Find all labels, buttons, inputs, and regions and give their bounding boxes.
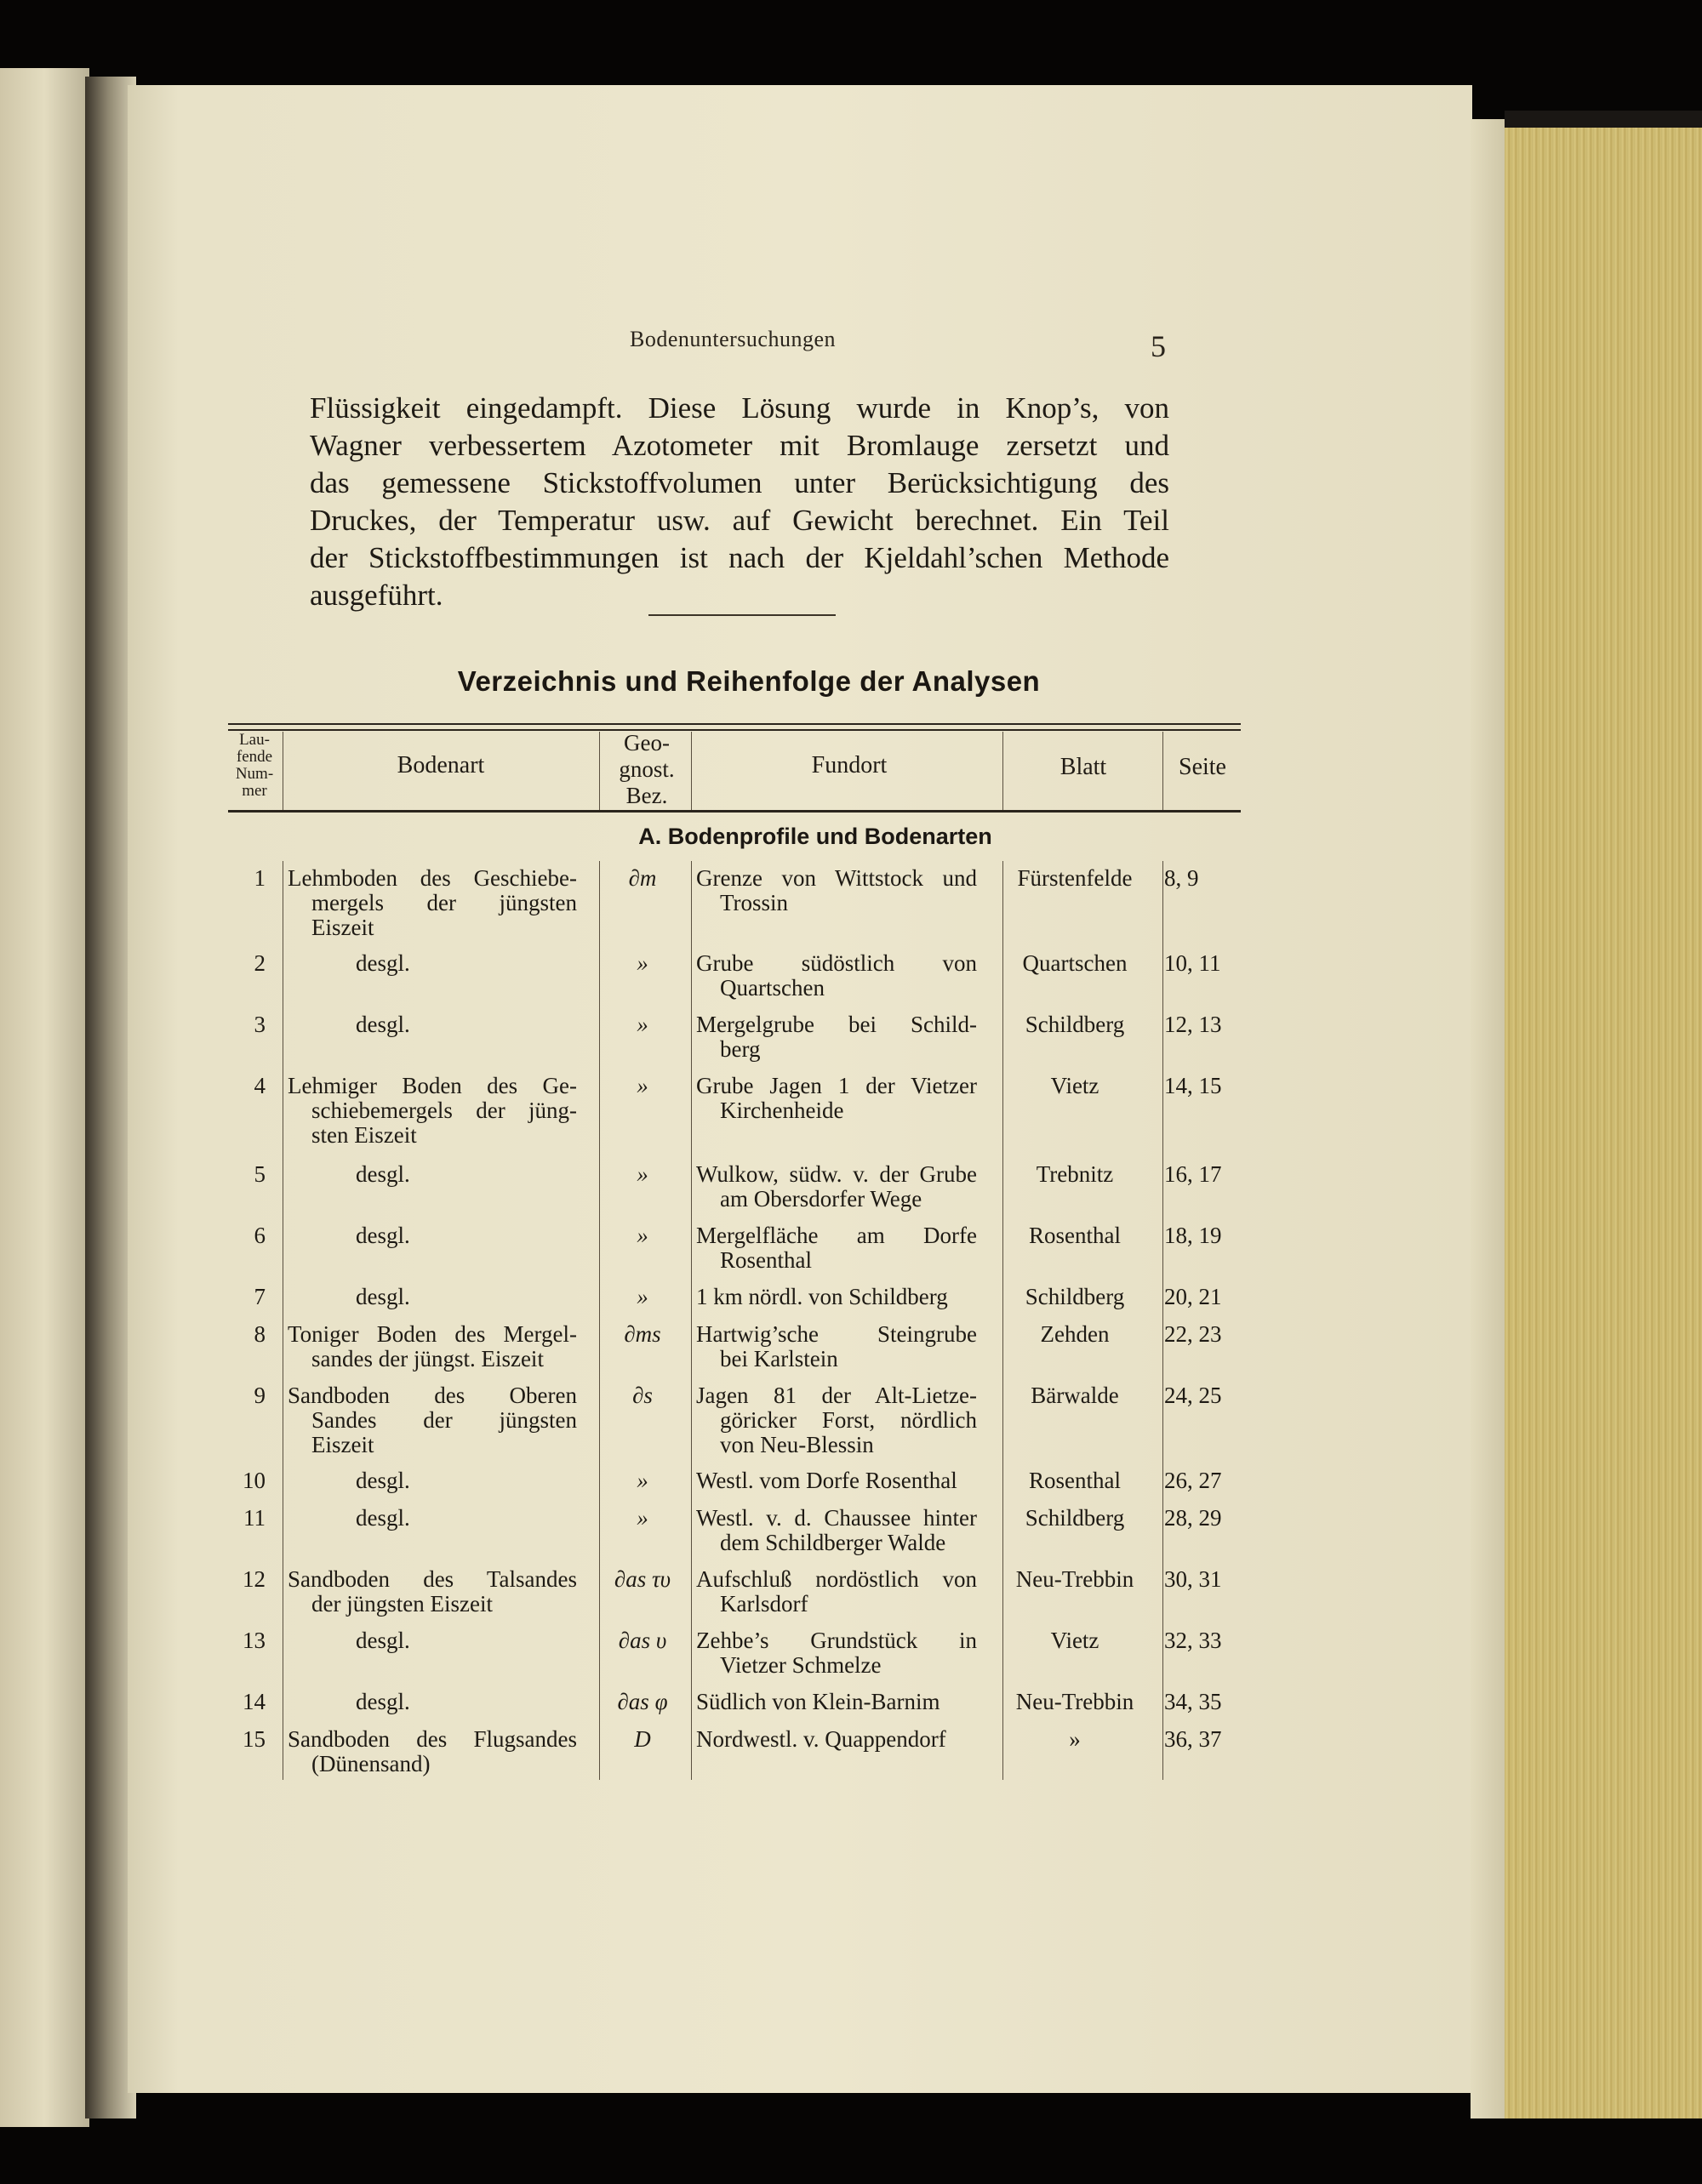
cell-line: Lehmboden des Geschiebe- (288, 865, 577, 891)
cell-line: Nordwestl. v. Quappendorf (696, 1726, 946, 1752)
row-number: 13 (243, 1628, 266, 1653)
row-fundort (696, 1567, 977, 1617)
cell-line: Eiszeit (311, 1432, 374, 1457)
row-bodenart (288, 1468, 577, 1493)
row-blatt: Vietz (1050, 1628, 1099, 1653)
row-number: 12 (243, 1566, 266, 1592)
row-number: 14 (243, 1689, 266, 1714)
row-number: 3 (254, 1012, 266, 1037)
row-seite: 24, 25 (1164, 1383, 1222, 1408)
header-geognost (604, 730, 689, 809)
row-geognost: » (637, 1505, 648, 1531)
paragraph-line: das gemessene Stickstoffvolumen unter Berücksichtigung des (310, 466, 1169, 499)
row-seite: 36, 37 (1164, 1726, 1222, 1752)
cell-line: von Neu-Blessin (720, 1432, 874, 1457)
row-blatt: » (1069, 1726, 1081, 1752)
row-fundort (696, 1506, 977, 1555)
row-fundort (696, 1074, 977, 1123)
row-fundort (696, 1690, 977, 1714)
cell-line: schiebemergels der jüng- (311, 1098, 577, 1123)
row-bodenart (288, 951, 577, 976)
row-number: 7 (254, 1284, 266, 1309)
cell-line: desgl. (356, 1628, 410, 1653)
column-rule (1162, 861, 1163, 1780)
row-seite: 14, 15 (1164, 1073, 1222, 1098)
cell-line: Sandboden des Flugsandes (288, 1726, 577, 1752)
column-rule (1002, 732, 1003, 810)
column-rule (1162, 732, 1163, 810)
row-seite: 28, 29 (1164, 1505, 1222, 1531)
cell-line: Trossin (720, 890, 789, 915)
row-blatt: Fürstenfelde (1017, 865, 1133, 891)
row-seite: 34, 35 (1164, 1689, 1222, 1714)
cell-line: Südlich von Klein-Barnim (696, 1689, 940, 1714)
paragraph-line: Wagner verbessertem Azotometer mit Bromlauge zersetzt und (310, 429, 1169, 462)
row-blatt: Rosenthal (1029, 1223, 1121, 1248)
row-fundort (696, 1383, 977, 1457)
row-number: 11 (243, 1505, 266, 1531)
table-header-rule (228, 810, 1241, 813)
row-geognost: » (637, 1073, 648, 1098)
row-bodenart (288, 1012, 577, 1037)
row-blatt: Schildberg (1025, 1505, 1125, 1531)
row-geognost: D (634, 1726, 651, 1752)
header-blatt: Blatt (1059, 754, 1107, 780)
row-blatt: Vietz (1050, 1073, 1099, 1098)
paragraph-line: der Stickstoffbestimmungen ist nach der Kjeldahl’schen Methode (310, 541, 1169, 574)
row-blatt: Neu-Trebbin (1015, 1689, 1134, 1714)
row-geognost: » (637, 950, 648, 976)
cell-line: Mergelgrube bei Schild- (696, 1012, 977, 1037)
cell-line: Vietzer Schmelze (720, 1652, 882, 1678)
column-rule (691, 732, 692, 810)
cell-line: desgl. (356, 1284, 410, 1309)
table-title: Verzeichnis und Reihenfolge der Analysen (457, 665, 1041, 697)
row-fundort (696, 1162, 977, 1212)
row-geognost: » (637, 1012, 648, 1037)
row-blatt: Schildberg (1025, 1284, 1125, 1309)
header-geo-line: Geo- (624, 730, 670, 756)
cell-line: Mergelfläche am Dorfe (696, 1223, 977, 1248)
cell-line: Grenze von Wittstock und (696, 865, 977, 891)
cell-line: Karlsdorf (720, 1591, 808, 1617)
row-geognost: » (637, 1284, 648, 1309)
row-geognost: » (637, 1468, 648, 1493)
cell-line: desgl. (356, 1161, 410, 1187)
table-top-rule (228, 729, 1241, 731)
row-bodenart (288, 1223, 577, 1248)
row-bodenart (288, 1383, 577, 1457)
cell-line: desgl. (356, 950, 410, 976)
row-bodenart (288, 1690, 577, 1714)
row-seite: 16, 17 (1164, 1161, 1222, 1187)
row-blatt: Quartschen (1022, 950, 1128, 976)
row-number: 1 (254, 865, 266, 891)
row-fundort (696, 1012, 977, 1062)
paragraph-line: Flüssigkeit eingedampft. Diese Lösung wurde in Knop’s, von (310, 391, 1169, 425)
row-fundort (696, 1468, 977, 1493)
row-number: 9 (254, 1383, 266, 1408)
separator-rule (648, 614, 836, 616)
cell-line: bei Karlstein (720, 1346, 838, 1371)
cell-line: berg (720, 1036, 761, 1062)
header-geo-line: gnost. (619, 756, 675, 782)
table-top-rule (228, 723, 1241, 725)
cell-line: (Dünensand) (311, 1751, 431, 1776)
header-nummer-line: Num- (235, 765, 274, 783)
cell-line: Westl. vom Dorfe Rosenthal (696, 1468, 957, 1493)
cell-line: Sandboden des Oberen (288, 1383, 577, 1408)
cell-line: desgl. (356, 1505, 410, 1531)
row-seite: 26, 27 (1164, 1468, 1222, 1493)
row-seite: 18, 19 (1164, 1223, 1222, 1248)
row-number: 10 (243, 1468, 266, 1493)
header-bodenart: Bodenart (397, 752, 485, 778)
row-seite: 22, 23 (1164, 1321, 1222, 1347)
row-geognost: » (637, 1223, 648, 1248)
row-bodenart (288, 1628, 577, 1653)
row-number: 4 (254, 1073, 266, 1098)
row-geognost: » (637, 1161, 648, 1187)
row-seite: 20, 21 (1164, 1284, 1222, 1309)
paragraph-line: Druckes, der Temperatur usw. auf Gewicht berechnet. Ein Teil (310, 504, 1169, 537)
column-rule (1002, 861, 1003, 1780)
row-seite: 8, 9 (1164, 865, 1199, 891)
cell-line: der jüngsten Eiszeit (311, 1591, 493, 1617)
running-head: Bodenuntersuchungen (630, 327, 837, 351)
row-geognost: ∂as φ (617, 1689, 668, 1714)
row-bodenart (288, 1285, 577, 1309)
paragraph-line: ausgeführt. (310, 579, 443, 612)
cell-line: desgl. (356, 1012, 410, 1037)
left-page-edge (0, 68, 89, 2127)
column-rule (691, 861, 692, 1780)
row-fundort (696, 1322, 977, 1371)
cell-line: Wulkow, südw. v. der Grube (696, 1161, 977, 1187)
cell-line: am Obersdorfer Wege (720, 1186, 922, 1212)
cell-line: desgl. (356, 1223, 410, 1248)
header-fundort: Fundort (811, 752, 888, 778)
cell-line: desgl. (356, 1689, 410, 1714)
cell-line: Sandboden des Talsandes (288, 1566, 577, 1592)
row-fundort (696, 866, 977, 915)
body-paragraph (310, 390, 1169, 614)
cell-line: göricker Forst, nördlich (720, 1407, 977, 1433)
row-number: 5 (254, 1161, 266, 1187)
cell-line: Lehmiger Boden des Ge- (288, 1073, 577, 1098)
row-geognost: ∂as τυ (614, 1566, 671, 1592)
row-bodenart (288, 1162, 577, 1187)
cell-line: Kirchenheide (720, 1098, 844, 1123)
row-bodenart (288, 1506, 577, 1531)
header-nummer-line: Lau- (239, 731, 270, 749)
header-nummer-line: mer (242, 782, 267, 800)
header-seite: Seite (1179, 754, 1226, 780)
cell-line: Hartwig’sche Steingrube (696, 1321, 977, 1347)
row-bodenart (288, 1727, 577, 1776)
cell-line: Toniger Boden des Mergel- (288, 1321, 577, 1347)
cell-line: Sandes der jüngsten (311, 1407, 577, 1433)
row-fundort (696, 1285, 977, 1309)
header-nummer-line: fende (236, 748, 273, 766)
cell-line: Westl. v. d. Chaussee hinter (696, 1505, 977, 1531)
header-nummer (228, 732, 281, 800)
row-fundort (696, 1628, 977, 1678)
row-seite: 32, 33 (1164, 1628, 1222, 1653)
row-bodenart (288, 866, 577, 940)
row-blatt: Trebnitz (1036, 1161, 1114, 1187)
page-fore-edge (1471, 119, 1505, 2118)
row-geognost: ∂as υ (618, 1628, 667, 1653)
cell-line: 1 km nördl. von Schildberg (696, 1284, 948, 1309)
row-number: 15 (243, 1726, 266, 1752)
header-geo-line: Bez. (625, 783, 668, 808)
cell-line: desgl. (356, 1468, 410, 1493)
row-seite: 10, 11 (1164, 950, 1221, 976)
row-geognost: ∂ms (624, 1321, 661, 1347)
row-bodenart (288, 1567, 577, 1617)
cell-line: Grube südöstlich von (696, 950, 977, 976)
row-blatt: Bärwalde (1031, 1383, 1119, 1408)
analysis-table (228, 723, 1241, 1804)
row-fundort (696, 1223, 977, 1273)
row-bodenart (288, 1322, 577, 1371)
cell-line: Grube Jagen 1 der Vietzer (696, 1073, 977, 1098)
cell-line: Aufschluß nordöstlich von (696, 1566, 977, 1592)
cell-line: sten Eiszeit (311, 1122, 417, 1148)
row-geognost: ∂m (628, 865, 657, 891)
cell-line: Eiszeit (311, 915, 374, 940)
cell-line: Jagen 81 der Alt-Lietze- (696, 1383, 977, 1408)
cell-line: dem Schildberger Walde (720, 1530, 946, 1555)
row-blatt: Rosenthal (1029, 1468, 1121, 1493)
row-seite: 30, 31 (1164, 1566, 1222, 1592)
cell-line: Rosenthal (720, 1247, 812, 1273)
cell-line: mergels der jüngsten (311, 890, 577, 915)
section-heading: A. Bodenprofile und Bodenarten (638, 824, 992, 849)
row-number: 6 (254, 1223, 266, 1248)
row-number: 8 (254, 1321, 266, 1347)
row-fundort (696, 1727, 977, 1752)
page-block (1505, 128, 1702, 2118)
row-number: 2 (254, 950, 266, 976)
cell-line: Zehbe’s Grundstück in (696, 1628, 977, 1653)
cell-line: sandes der jüngst. Eiszeit (311, 1346, 544, 1371)
row-bodenart (288, 1074, 577, 1148)
row-geognost: ∂s (632, 1383, 653, 1408)
row-seite: 12, 13 (1164, 1012, 1222, 1037)
column-rule (599, 732, 600, 810)
cell-line: Quartschen (720, 975, 825, 1001)
column-rule (599, 861, 600, 1780)
row-blatt: Zehden (1040, 1321, 1110, 1347)
row-blatt: Neu-Trebbin (1015, 1566, 1134, 1592)
row-blatt: Schildberg (1025, 1012, 1125, 1037)
page-number: 5 (1151, 329, 1166, 363)
row-fundort (696, 951, 977, 1001)
